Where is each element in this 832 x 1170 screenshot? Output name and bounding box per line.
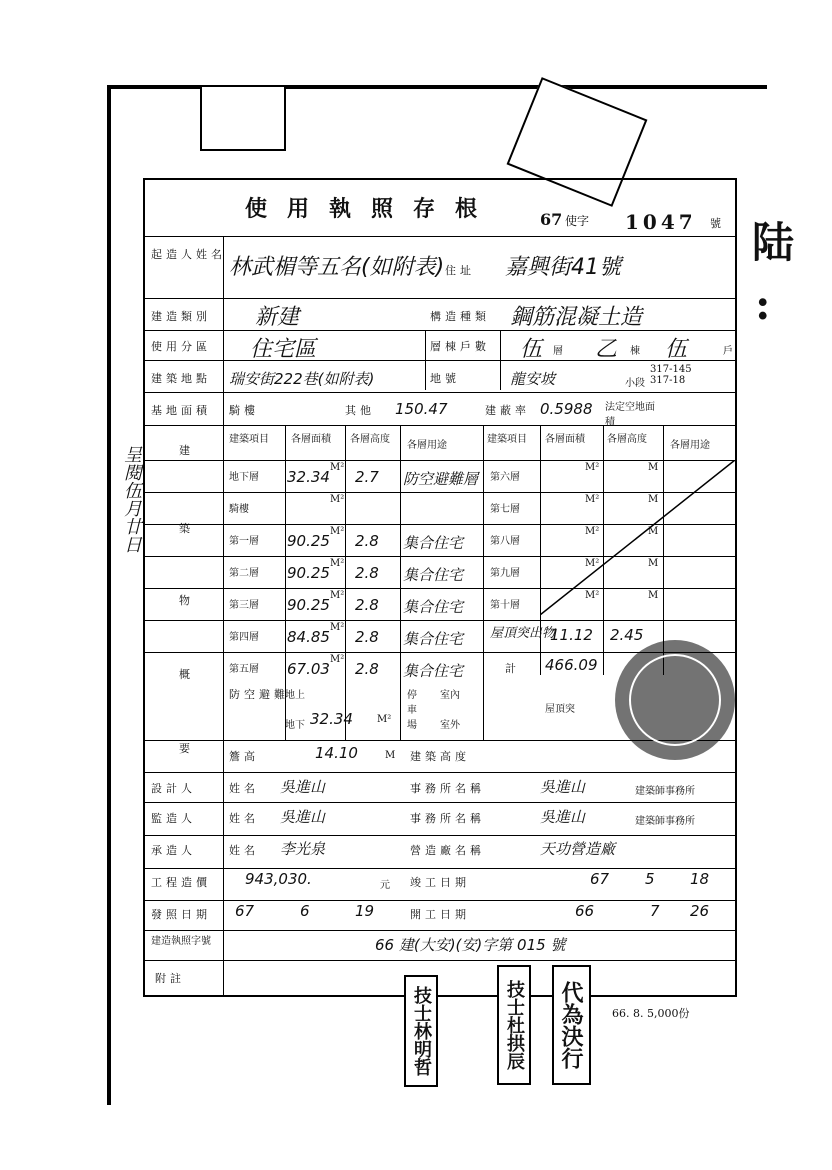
supervisor-value: 吳進山 [280,808,326,826]
floors-unit: 層 [553,346,563,357]
col-header-use-r: 各層用途 [670,440,710,451]
row-line [145,298,735,299]
floor-name: 第五層 [229,664,259,675]
supervisor-label: 監造人 [151,812,196,825]
unused-floors-strike [540,460,735,615]
floor-name-right: 第八層 [490,536,520,547]
contractor-value: 李光泉 [280,840,326,858]
coverage-label: 建蔽率 [485,404,530,417]
unit-m2: M² [585,462,600,473]
floor-name: 第三層 [229,600,259,611]
unit-m2: M² [585,558,600,569]
floor-use: 防空避難層 [403,470,479,488]
units-value: 伍 [665,337,688,362]
issue-year: 67 [235,902,255,920]
parking-label: 停車場 [407,690,417,731]
arcade-label: 騎樓 [229,404,259,417]
row-line [145,930,735,931]
complete-date-label: 竣工日期 [410,876,470,889]
unit-m2: M² [585,526,600,537]
below-label: 地下 [285,720,305,731]
notes-label: 附註 [155,972,185,985]
row-line [145,802,735,803]
floor-area: 90.25 [287,532,330,550]
roof-use: 屋頂突出物 [490,626,556,641]
designer-label: 設計人 [151,782,196,795]
shelter-below-value: 32.34 [310,710,353,728]
floors-label: 層棟戶數 [430,340,490,353]
complete-year: 67 [590,870,610,888]
col-line [223,425,224,740]
structure-value: 鋼筋混凝土造 [510,305,643,330]
other-area-value: 150.47 [395,400,448,418]
floor-height: 2.8 [355,596,379,614]
license-prefix: 67 [540,210,563,229]
start-year: 66 [575,902,595,920]
row-line [145,330,735,331]
floor-name: 第一層 [229,536,259,547]
floor-area: 67.03 [287,660,330,678]
bldgs-unit: 棟 [630,346,640,357]
col-header-height: 各層高度 [350,434,390,445]
indoor-label: 室內 [440,690,460,701]
proxy-stamp: 代為決行 [552,965,591,1085]
bldg-height-label: 建築高度 [410,750,470,763]
start-date-label: 開工日期 [410,908,470,921]
tech2-stamp: 技士杜拱辰 [497,965,531,1085]
unit-m2: M² [330,494,345,505]
tech1-stamp: 技士林明哲 [404,975,438,1087]
col-header-area: 各層面積 [291,434,331,445]
col-line [500,330,501,390]
contractor-name-label: 姓名 [229,844,259,857]
floor-height: 2.8 [355,660,379,678]
floor-use: 集合住宅 [403,566,464,584]
contractor-label: 承造人 [151,844,196,857]
total-label: 計 [505,662,520,675]
col-line [425,330,426,390]
unit-m2: M² [330,590,345,601]
col-header-use: 各層用途 [407,440,447,451]
row-line [145,772,735,773]
shelter-label: 防空避難 [229,688,289,701]
row-line [145,360,735,361]
floor-use: 集合住宅 [403,662,464,680]
form-title: 使用執照存根 [245,196,498,222]
unit-m: M [648,558,659,569]
cost-value: 943,030. [245,870,312,888]
site-label: 建築地點 [151,372,211,385]
unit-m2: M² [330,622,345,633]
floor-name: 騎樓 [229,504,249,515]
floor-height: 2.7 [355,468,379,486]
start-month: 7 [650,902,660,920]
roof-label: 屋頂突 [545,704,575,715]
col-header-item: 建築項目 [229,434,269,445]
legal-open-label: 法定空地面積 [605,402,655,428]
structure-label: 構造種類 [430,310,490,323]
designer-office-suffix: 建築師事務所 [635,786,695,797]
company-label: 營造廠名稱 [410,844,485,857]
other-label: 其他 [345,404,375,417]
shelter-unit: M² [377,714,392,725]
col-line [223,236,224,426]
eaves-label: 簷高 [229,750,259,763]
print-info: 66. 8. 5,000份 [612,1007,690,1020]
site-value: 瑞安街222巷(如附表) [229,370,375,388]
top-tab-sticker [200,85,286,151]
floor-name: 地下層 [229,472,259,483]
designer-office: 吳進山 [540,778,586,796]
coverage-value: 0.5988 [540,400,593,418]
official-seal-blot [605,630,745,770]
overview-label: 物 [179,594,194,607]
supervisor-name-label: 姓名 [229,812,259,825]
floor-height: 2.8 [355,628,379,646]
unit-m: M [648,590,659,601]
floors-value: 伍 [520,337,543,362]
lot-sub-label: 小段 [625,378,645,389]
overview-label: 建 [179,444,194,457]
col-line [345,425,346,740]
permit-no-label: 建造執照字號 [151,936,211,947]
edge-mark: 陆 [752,218,795,267]
overview-label: 要 [179,742,194,755]
unit-m2: M² [330,462,345,473]
lot-section: 龍安坡 [510,370,556,388]
floor-height: 2.8 [355,564,379,582]
license-suffix: 號 [710,217,721,230]
floor-name-right: 第七層 [490,504,520,515]
supervisor-office: 吳進山 [540,808,586,826]
floor-name-right: 第十層 [490,600,520,611]
row-line [145,835,735,836]
cost-label: 工程造價 [151,876,211,889]
build-type-value: 新建 [255,305,300,330]
roof-height: 2.45 [610,626,644,644]
designer-office-label: 事務所名稱 [410,782,485,795]
lot-label: 地號 [430,372,460,385]
floor-name-right: 第六層 [490,472,520,483]
row-line [145,236,735,237]
owner-value: 林武楣等五名(如附表) [229,255,445,280]
start-day: 26 [690,902,710,920]
row-line [145,868,735,869]
total-area: 466.09 [545,656,598,674]
floor-area: 32.34 [287,468,330,486]
unit-m2: M² [585,494,600,505]
build-type-label: 建造類別 [151,310,211,323]
license-mid: 使字 [565,214,590,228]
above-label: 地上 [285,690,305,701]
floor-name: 第二層 [229,568,259,579]
col-header-height-r: 各層高度 [607,434,647,445]
scan-left-edge [107,85,111,1105]
issue-month: 6 [300,902,310,920]
overview-label: 概 [179,668,194,681]
row-line [145,392,735,393]
roof-area: 11.12 [550,626,593,644]
floor-row-line [145,620,735,621]
complete-day: 18 [690,870,710,888]
address-value: 嘉興街41號 [505,255,621,280]
permit-no-value: 66 建(大安)(安)字第 015 號 [375,936,566,954]
lot-numbers: 317-145 317-18 [650,364,692,386]
supervisor-office-suffix: 建築師事務所 [635,816,695,827]
owner-label: 起造人姓名 [151,248,226,261]
supervisor-office-label: 事務所名稱 [410,812,485,825]
floor-use: 集合住宅 [403,630,464,648]
unit-m2: M² [330,654,345,665]
designer-value: 吳進山 [280,778,326,796]
address-label: 住址 [445,264,475,277]
issue-date-label: 發照日期 [151,908,211,921]
overview-label: 築 [179,522,194,535]
designer-name-label: 姓名 [229,782,259,795]
company-value: 天功營造廠 [540,840,616,858]
edge-mark: : [755,280,771,329]
yuan-label: 元 [380,880,390,891]
floor-name-right: 第九層 [490,568,520,579]
zone-label: 使用分區 [151,340,211,353]
unit-m2: M² [330,558,345,569]
floor-area: 90.25 [287,564,330,582]
units-unit: 戶 [723,346,733,357]
floor-area: 90.25 [287,596,330,614]
col-line [223,740,224,995]
unit-m: M [648,526,659,537]
margin-note-left: 呈閱伍月廿日 [121,445,142,553]
col-header-area-r: 各層面積 [545,434,585,445]
unit-m: M [648,494,659,505]
col-line [483,425,484,740]
license-number: 1047 [625,210,697,234]
outdoor-label: 室外 [440,720,460,731]
floor-area: 84.85 [287,628,330,646]
permit-form [143,178,737,997]
unit-m2: M² [585,590,600,601]
zone-value: 住宅區 [250,337,317,362]
col-line [400,425,401,740]
floor-height: 2.8 [355,532,379,550]
eaves-unit: M [385,750,396,761]
row-line [145,960,735,961]
floor-name: 第四層 [229,632,259,643]
row-line [145,900,735,901]
bldgs-value: 乙 [595,337,618,362]
unit-m2: M² [330,526,345,537]
unit-m: M [648,462,659,473]
eaves-value: 14.10 [315,744,358,762]
floor-use: 集合住宅 [403,598,464,616]
col-header-item-r: 建築項目 [487,434,527,445]
base-area-label: 基地面積 [151,404,211,417]
floor-use: 集合住宅 [403,534,464,552]
issue-day: 19 [355,902,375,920]
complete-month: 5 [645,870,655,888]
